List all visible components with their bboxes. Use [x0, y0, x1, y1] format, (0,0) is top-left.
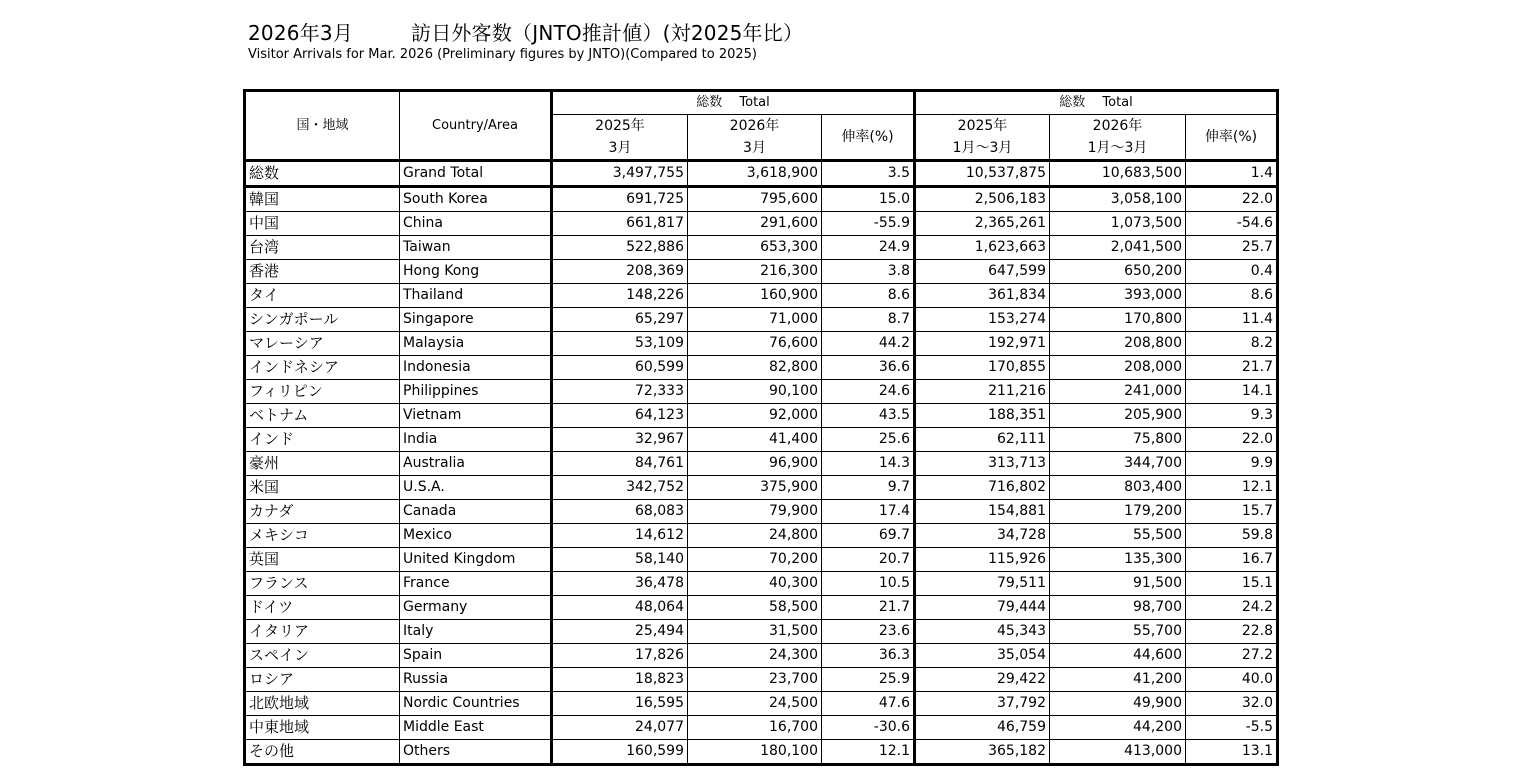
cell-ytd-growth: 21.7	[1186, 356, 1278, 380]
cell-ytd-growth: 14.1	[1186, 380, 1278, 404]
cell-country-en: United Kingdom	[400, 548, 552, 572]
cell-ytd-2026: 650,200	[1050, 260, 1186, 284]
cell-ytd-growth: 11.4	[1186, 308, 1278, 332]
cell-country-jp: 韓国	[245, 187, 400, 212]
header-country-jp: 国・地域	[245, 91, 400, 161]
cell-ytd-2026: 10,683,500	[1050, 161, 1186, 187]
cell-ytd-2025: 188,351	[915, 404, 1050, 428]
header-ytd-growth: 伸率(%)	[1186, 115, 1278, 161]
cell-month-2025: 32,967	[552, 428, 688, 452]
cell-country-jp: カナダ	[245, 500, 400, 524]
cell-ytd-2025: 34,728	[915, 524, 1050, 548]
cell-ytd-growth: 13.1	[1186, 740, 1278, 765]
cell-month-2025: 48,064	[552, 596, 688, 620]
cell-month-growth: 3.5	[822, 161, 915, 187]
page-subtitle: Visitor Arrivals for Mar. 2026 (Preliminary figures by JNTO)(Compared to 2025)	[248, 47, 757, 62]
cell-month-growth: 23.6	[822, 620, 915, 644]
cell-country-en: Spain	[400, 644, 552, 668]
cell-month-2026: 70,200	[688, 548, 822, 572]
cell-ytd-growth: 40.0	[1186, 668, 1278, 692]
cell-ytd-2026: 205,900	[1050, 404, 1186, 428]
cell-month-growth: 21.7	[822, 596, 915, 620]
cell-month-2025: 24,077	[552, 716, 688, 740]
cell-country-en: U.S.A.	[400, 476, 552, 500]
cell-month-2026: 653,300	[688, 236, 822, 260]
visitor-arrivals-table	[243, 89, 1279, 766]
header-month-2025-period: 3月	[608, 140, 632, 156]
cell-ytd-growth: 9.9	[1186, 452, 1278, 476]
cell-month-2025: 25,494	[552, 620, 688, 644]
cell-ytd-growth: 22.0	[1186, 428, 1278, 452]
cell-month-2025: 84,761	[552, 452, 688, 476]
title-period: 2026年3月	[248, 21, 354, 45]
table-row	[245, 308, 1278, 332]
cell-ytd-2025: 313,713	[915, 452, 1050, 476]
cell-ytd-2025: 192,971	[915, 332, 1050, 356]
header-row-groups	[245, 91, 1278, 115]
title-main: 訪日外客数（JNTO推計値）(対2025年比）	[411, 21, 804, 45]
cell-ytd-growth: 27.2	[1186, 644, 1278, 668]
cell-country-en: Singapore	[400, 308, 552, 332]
table-row	[245, 404, 1278, 428]
table-row	[245, 500, 1278, 524]
cell-month-growth: 44.2	[822, 332, 915, 356]
cell-month-2025: 68,083	[552, 500, 688, 524]
cell-ytd-growth: 22.0	[1186, 187, 1278, 212]
cell-month-growth: 3.8	[822, 260, 915, 284]
cell-month-2025: 65,297	[552, 308, 688, 332]
cell-ytd-2025: 79,444	[915, 596, 1050, 620]
cell-month-2026: 41,400	[688, 428, 822, 452]
cell-month-growth: 36.6	[822, 356, 915, 380]
cell-month-2026: 375,900	[688, 476, 822, 500]
cell-ytd-growth: 15.7	[1186, 500, 1278, 524]
cell-country-jp: シンガポール	[245, 308, 400, 332]
cell-month-2026: 160,900	[688, 284, 822, 308]
cell-ytd-2026: 344,700	[1050, 452, 1186, 476]
cell-month-2026: 92,000	[688, 404, 822, 428]
table-row	[245, 620, 1278, 644]
header-month-2025-year: 2025年	[595, 118, 645, 134]
cell-ytd-2026: 44,600	[1050, 644, 1186, 668]
cell-month-2025: 661,817	[552, 212, 688, 236]
cell-month-growth: 8.6	[822, 284, 915, 308]
cell-country-jp: 台湾	[245, 236, 400, 260]
cell-month-2026: 58,500	[688, 596, 822, 620]
header-month-2026-year: 2026年	[729, 118, 780, 134]
cell-ytd-2026: 170,800	[1050, 308, 1186, 332]
table-row	[245, 476, 1278, 500]
cell-ytd-growth: 32.0	[1186, 692, 1278, 716]
cell-month-2025: 160,599	[552, 740, 688, 765]
table-row	[245, 644, 1278, 668]
cell-country-en: Canada	[400, 500, 552, 524]
table-row	[245, 452, 1278, 476]
cell-ytd-2025: 153,274	[915, 308, 1050, 332]
cell-ytd-2025: 2,506,183	[915, 187, 1050, 212]
table-row	[245, 596, 1278, 620]
cell-ytd-2025: 2,365,261	[915, 212, 1050, 236]
cell-country-jp: インド	[245, 428, 400, 452]
cell-ytd-2025: 211,216	[915, 380, 1050, 404]
cell-month-growth: 9.7	[822, 476, 915, 500]
cell-month-2026: 31,500	[688, 620, 822, 644]
header-ytd-2026	[1050, 115, 1186, 161]
cell-ytd-2026: 208,800	[1050, 332, 1186, 356]
cell-month-growth: 12.1	[822, 740, 915, 765]
cell-country-jp: 英国	[245, 548, 400, 572]
cell-country-en: Mexico	[400, 524, 552, 548]
header-ytd-2026-period: 1月～3月	[1087, 140, 1148, 156]
cell-country-jp: 中国	[245, 212, 400, 236]
table-row	[245, 332, 1278, 356]
cell-ytd-2026: 55,500	[1050, 524, 1186, 548]
cell-country-en: Grand Total	[400, 161, 552, 187]
header-ytd-2025-year: 2025年	[957, 118, 1008, 134]
cell-month-2025: 18,823	[552, 668, 688, 692]
cell-month-growth: 17.4	[822, 500, 915, 524]
cell-ytd-2026: 241,000	[1050, 380, 1186, 404]
cell-month-2026: 180,100	[688, 740, 822, 765]
page-title	[248, 17, 803, 46]
table-row	[245, 380, 1278, 404]
cell-month-2025: 3,497,755	[552, 161, 688, 187]
table-row	[245, 260, 1278, 284]
cell-ytd-2025: 37,792	[915, 692, 1050, 716]
cell-country-en: Thailand	[400, 284, 552, 308]
cell-month-2025: 342,752	[552, 476, 688, 500]
cell-month-growth: 69.7	[822, 524, 915, 548]
cell-month-2025: 60,599	[552, 356, 688, 380]
cell-country-jp: フランス	[245, 572, 400, 596]
table-row	[245, 284, 1278, 308]
cell-country-jp: マレーシア	[245, 332, 400, 356]
cell-ytd-2026: 91,500	[1050, 572, 1186, 596]
cell-month-2026: 96,900	[688, 452, 822, 476]
cell-country-jp: ベトナム	[245, 404, 400, 428]
cell-ytd-2026: 803,400	[1050, 476, 1186, 500]
cell-month-2026: 16,700	[688, 716, 822, 740]
cell-month-2025: 53,109	[552, 332, 688, 356]
cell-ytd-2025: 79,511	[915, 572, 1050, 596]
cell-month-growth: -30.6	[822, 716, 915, 740]
cell-ytd-growth: 12.1	[1186, 476, 1278, 500]
cell-country-jp: タイ	[245, 284, 400, 308]
cell-country-en: Philippines	[400, 380, 552, 404]
cell-month-2026: 3,618,900	[688, 161, 822, 187]
cell-month-2025: 64,123	[552, 404, 688, 428]
header-month-2026	[688, 115, 822, 161]
cell-country-jp: ドイツ	[245, 596, 400, 620]
cell-month-2026: 90,100	[688, 380, 822, 404]
cell-ytd-growth: 59.8	[1186, 524, 1278, 548]
header-ytd-2025	[915, 115, 1050, 161]
cell-month-growth: 15.0	[822, 187, 915, 212]
cell-country-en: Nordic Countries	[400, 692, 552, 716]
table-row	[245, 428, 1278, 452]
cell-month-2026: 291,600	[688, 212, 822, 236]
header-ytd-2026-year: 2026年	[1092, 118, 1143, 134]
cell-month-2025: 72,333	[552, 380, 688, 404]
cell-country-jp: 米国	[245, 476, 400, 500]
cell-country-jp: その他	[245, 740, 400, 765]
cell-month-2026: 795,600	[688, 187, 822, 212]
cell-ytd-2025: 115,926	[915, 548, 1050, 572]
cell-ytd-growth: 22.8	[1186, 620, 1278, 644]
cell-country-jp: 香港	[245, 260, 400, 284]
cell-ytd-growth: -54.6	[1186, 212, 1278, 236]
cell-month-2026: 82,800	[688, 356, 822, 380]
header-group-ytd: 総数 Total	[915, 91, 1278, 115]
cell-country-en: Vietnam	[400, 404, 552, 428]
cell-country-en: Hong Kong	[400, 260, 552, 284]
header-month-2025	[552, 115, 688, 161]
cell-ytd-2026: 75,800	[1050, 428, 1186, 452]
cell-country-en: Australia	[400, 452, 552, 476]
table-row	[245, 548, 1278, 572]
cell-month-2026: 76,600	[688, 332, 822, 356]
table-row	[245, 692, 1278, 716]
cell-ytd-growth: 8.2	[1186, 332, 1278, 356]
cell-ytd-2025: 1,623,663	[915, 236, 1050, 260]
cell-month-2025: 148,226	[552, 284, 688, 308]
header-month-growth: 伸率(%)	[822, 115, 915, 161]
cell-country-en: China	[400, 212, 552, 236]
cell-country-en: Russia	[400, 668, 552, 692]
cell-month-2026: 24,800	[688, 524, 822, 548]
table-row	[245, 716, 1278, 740]
cell-ytd-2026: 98,700	[1050, 596, 1186, 620]
cell-country-en: South Korea	[400, 187, 552, 212]
cell-month-2026: 216,300	[688, 260, 822, 284]
cell-ytd-growth: 24.2	[1186, 596, 1278, 620]
table-row	[245, 572, 1278, 596]
cell-country-jp: 総数	[245, 161, 400, 187]
cell-ytd-2025: 62,111	[915, 428, 1050, 452]
table-row	[245, 236, 1278, 260]
cell-month-2025: 36,478	[552, 572, 688, 596]
cell-ytd-2026: 41,200	[1050, 668, 1186, 692]
cell-country-jp: 豪州	[245, 452, 400, 476]
cell-month-growth: 20.7	[822, 548, 915, 572]
cell-country-jp: メキシコ	[245, 524, 400, 548]
cell-ytd-2026: 3,058,100	[1050, 187, 1186, 212]
cell-month-growth: 25.6	[822, 428, 915, 452]
cell-month-2026: 40,300	[688, 572, 822, 596]
cell-month-2026: 79,900	[688, 500, 822, 524]
cell-month-growth: 36.3	[822, 644, 915, 668]
cell-country-jp: イタリア	[245, 620, 400, 644]
cell-country-jp: フィリピン	[245, 380, 400, 404]
cell-ytd-2025: 46,759	[915, 716, 1050, 740]
cell-month-2025: 522,886	[552, 236, 688, 260]
cell-country-en: Taiwan	[400, 236, 552, 260]
cell-country-en: Others	[400, 740, 552, 765]
cell-ytd-2026: 208,000	[1050, 356, 1186, 380]
cell-country-en: India	[400, 428, 552, 452]
cell-ytd-2025: 716,802	[915, 476, 1050, 500]
cell-month-growth: 10.5	[822, 572, 915, 596]
header-month-2026-period: 3月	[743, 140, 766, 156]
cell-ytd-2026: 49,900	[1050, 692, 1186, 716]
table-row	[245, 740, 1278, 765]
cell-country-jp: 中東地域	[245, 716, 400, 740]
cell-country-jp: 北欧地域	[245, 692, 400, 716]
cell-country-en: Germany	[400, 596, 552, 620]
table-row-grand-total	[245, 161, 1278, 187]
cell-month-2025: 16,595	[552, 692, 688, 716]
cell-ytd-2025: 361,834	[915, 284, 1050, 308]
cell-ytd-2025: 45,343	[915, 620, 1050, 644]
cell-month-2025: 208,369	[552, 260, 688, 284]
cell-month-2026: 23,700	[688, 668, 822, 692]
cell-month-growth: 25.9	[822, 668, 915, 692]
cell-ytd-2026: 179,200	[1050, 500, 1186, 524]
cell-month-growth: 24.6	[822, 380, 915, 404]
cell-ytd-growth: 15.1	[1186, 572, 1278, 596]
cell-ytd-2026: 55,700	[1050, 620, 1186, 644]
header-ytd-2025-period: 1月～3月	[952, 140, 1013, 156]
cell-ytd-growth: 1.4	[1186, 161, 1278, 187]
cell-ytd-2026: 135,300	[1050, 548, 1186, 572]
cell-ytd-2025: 647,599	[915, 260, 1050, 284]
header-country-en: Country/Area	[400, 91, 552, 161]
cell-ytd-2026: 393,000	[1050, 284, 1186, 308]
cell-ytd-2025: 10,537,875	[915, 161, 1050, 187]
cell-month-growth: 43.5	[822, 404, 915, 428]
cell-ytd-2026: 2,041,500	[1050, 236, 1186, 260]
cell-month-growth: 47.6	[822, 692, 915, 716]
cell-ytd-2025: 170,855	[915, 356, 1050, 380]
cell-ytd-2025: 365,182	[915, 740, 1050, 765]
cell-ytd-growth: 0.4	[1186, 260, 1278, 284]
cell-ytd-growth: 25.7	[1186, 236, 1278, 260]
cell-country-en: Malaysia	[400, 332, 552, 356]
table-row	[245, 187, 1278, 212]
cell-ytd-2025: 29,422	[915, 668, 1050, 692]
cell-country-jp: インドネシア	[245, 356, 400, 380]
cell-ytd-2026: 44,200	[1050, 716, 1186, 740]
cell-month-growth: 8.7	[822, 308, 915, 332]
cell-ytd-2026: 413,000	[1050, 740, 1186, 765]
cell-month-growth: -55.9	[822, 212, 915, 236]
table-row	[245, 212, 1278, 236]
cell-month-2026: 24,300	[688, 644, 822, 668]
cell-country-en: Italy	[400, 620, 552, 644]
cell-ytd-2026: 1,073,500	[1050, 212, 1186, 236]
table-row	[245, 356, 1278, 380]
table-row	[245, 668, 1278, 692]
cell-ytd-2025: 154,881	[915, 500, 1050, 524]
cell-month-2025: 58,140	[552, 548, 688, 572]
cell-ytd-growth: 16.7	[1186, 548, 1278, 572]
cell-ytd-growth: -5.5	[1186, 716, 1278, 740]
cell-month-growth: 24.9	[822, 236, 915, 260]
cell-country-jp: ロシア	[245, 668, 400, 692]
cell-ytd-growth: 9.3	[1186, 404, 1278, 428]
cell-country-en: Middle East	[400, 716, 552, 740]
cell-month-2025: 17,826	[552, 644, 688, 668]
cell-country-jp: スペイン	[245, 644, 400, 668]
cell-ytd-2025: 35,054	[915, 644, 1050, 668]
cell-month-2026: 71,000	[688, 308, 822, 332]
header-group-month: 総数 Total	[552, 91, 915, 115]
cell-month-2026: 24,500	[688, 692, 822, 716]
cell-month-2025: 14,612	[552, 524, 688, 548]
table-row	[245, 524, 1278, 548]
cell-month-2025: 691,725	[552, 187, 688, 212]
cell-country-en: Indonesia	[400, 356, 552, 380]
cell-ytd-growth: 8.6	[1186, 284, 1278, 308]
cell-country-en: France	[400, 572, 552, 596]
cell-month-growth: 14.3	[822, 452, 915, 476]
